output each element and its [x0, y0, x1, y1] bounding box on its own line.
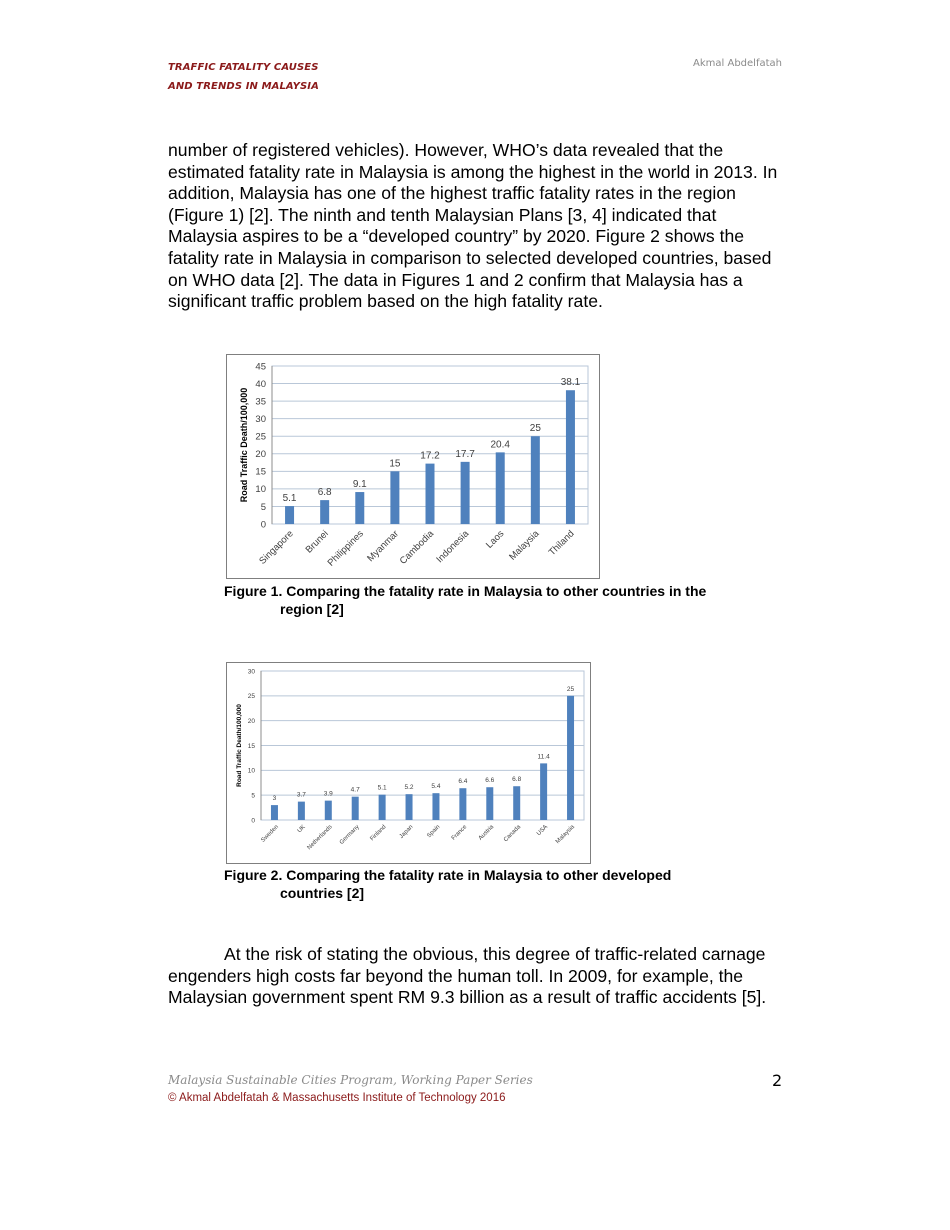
y-tick-label: 15	[247, 742, 255, 750]
data-label: 6.4	[458, 778, 468, 786]
data-label: 3.7	[296, 791, 306, 799]
y-tick-label: 5	[251, 792, 255, 800]
bar	[459, 788, 466, 820]
figure-1-caption-line1: Figure 1. Comparing the fatality rate in Malaysia to other countries in the	[224, 583, 707, 599]
y-tick-label: 20	[255, 449, 266, 461]
category-label: Malaysia	[507, 528, 542, 563]
figure-2-caption	[224, 866, 764, 902]
bar	[540, 763, 547, 820]
footer-series-title: Malaysia Sustainable Cities Program, Working Paper Series	[168, 1073, 533, 1087]
y-tick-label: 10	[247, 767, 255, 775]
header-title-line1: TRAFFIC FATALITY CAUSES	[168, 62, 319, 73]
bar	[567, 696, 574, 820]
category-label: UK	[296, 824, 307, 835]
page-number: 2	[772, 1071, 783, 1090]
y-axis-title: Road Traffic Death/100,000	[236, 704, 243, 787]
category-label: Finland	[369, 824, 388, 843]
category-label: Canada	[503, 824, 523, 844]
category-label: Cambodia	[397, 528, 437, 567]
bar	[355, 492, 364, 524]
data-label: 15	[389, 458, 401, 470]
bar	[531, 436, 540, 524]
data-label: 20.4	[490, 439, 510, 451]
bar	[379, 795, 386, 820]
running-header-title	[168, 58, 319, 96]
bar	[271, 805, 278, 820]
figure-1-chart-frame	[226, 354, 600, 579]
bar	[298, 802, 305, 820]
data-label: 6.8	[512, 776, 522, 784]
body-paragraph-1: number of registered vehicles). However, WHO’s data revealed that the estimated fatality rate in Malaysia is among the highest in the world in 2013. In addition, Malaysia has one of the highest traffic fatality rates in the region (Figure 1) [2]. The ninth and tenth Malaysian Plans [3, 4] indicated that Malaysia aspires to be a “developed country” by 2020. Figure 2 shows the fatality rate in Malaysia in comparison to selected developed countries, based on WHO data [2]. The data in Figures 1 and 2 confirm that Malaysia has a significant traffic problem based on the high fatality rate.	[168, 140, 778, 312]
figure-2-caption-line1: Figure 2. Comparing the fatality rate in Malaysia to other developed	[224, 867, 672, 883]
y-axis-title: Road Traffic Death/100,000	[239, 387, 249, 503]
bar	[432, 793, 439, 820]
category-label: Myanmar	[365, 528, 402, 565]
category-label: Netherlands	[306, 824, 334, 852]
data-label: 17.7	[455, 448, 475, 460]
data-label: 11.4	[537, 753, 550, 761]
data-label: 9.1	[352, 479, 367, 491]
category-label: Indonesia	[434, 528, 472, 566]
y-tick-label: 5	[260, 501, 266, 513]
figure-2-chart-frame	[226, 662, 591, 864]
figure-2-bar-chart	[227, 663, 590, 863]
header-title-line2: AND TRENDS IN MALAYSIA	[168, 81, 319, 92]
category-label: Laos	[483, 528, 507, 551]
bar	[461, 462, 470, 524]
category-label: Austria	[477, 824, 496, 842]
bar	[513, 786, 520, 820]
bar	[566, 390, 575, 524]
data-label: 6.8	[317, 487, 332, 499]
y-tick-label: 0	[260, 519, 266, 531]
data-label: 5.1	[377, 784, 387, 792]
data-label: 5.2	[404, 784, 414, 792]
category-label: USA	[536, 824, 550, 838]
figure-1-caption	[224, 582, 784, 618]
bar	[325, 801, 332, 820]
data-label: 38.1	[560, 377, 581, 389]
category-label: Thiland	[546, 528, 577, 559]
category-label: France	[450, 824, 469, 842]
y-tick-label: 30	[247, 668, 255, 676]
y-tick-label: 35	[255, 396, 266, 408]
bar	[426, 464, 435, 524]
y-tick-label: 25	[247, 693, 255, 701]
y-tick-label: 40	[255, 378, 266, 390]
y-tick-label: 30	[255, 413, 266, 425]
bar	[406, 794, 413, 820]
data-label: 3	[272, 795, 277, 803]
figure-1-caption-line2: region [2]	[280, 601, 344, 617]
bar	[352, 797, 359, 820]
running-header-author: Akmal Abdelfatah	[693, 58, 782, 69]
data-label: 5.4	[431, 783, 441, 791]
bar	[496, 452, 505, 524]
figure-2-caption-line2: countries [2]	[280, 885, 365, 901]
category-label: Germany	[338, 824, 361, 846]
y-tick-label: 45	[255, 361, 266, 373]
category-label: Brunei	[303, 528, 331, 556]
bar	[320, 500, 329, 524]
data-label: 17.2	[420, 450, 440, 462]
footer-copyright: © Akmal Abdelfatah & Massachusetts Institute of Technology 2016	[168, 1092, 506, 1104]
y-tick-label: 20	[247, 717, 255, 725]
body-paragraph-2	[168, 944, 788, 1009]
category-label: Japan	[398, 824, 415, 840]
category-label: Spain	[426, 824, 442, 840]
bar	[390, 471, 399, 524]
bar	[486, 787, 493, 820]
data-label: 3.9	[323, 790, 333, 798]
y-tick-label: 15	[255, 466, 266, 478]
y-tick-label: 10	[255, 484, 266, 496]
category-label: Singapore	[257, 528, 296, 567]
body-paragraph-2-text: At the risk of stating the obvious, this degree of traffic-related carnage engenders high costs far beyond the human toll. In 2009, for example, the Malaysian government spent RM 9.3 billion as a result of traffic accidents [5].	[168, 944, 767, 1008]
category-label: Malaysia	[554, 824, 576, 846]
data-label: 6.6	[485, 777, 495, 785]
figure-1-bar-chart	[227, 355, 599, 578]
data-label: 4.7	[350, 786, 360, 794]
category-label: Philippines	[325, 528, 366, 569]
category-label: Sweden	[260, 824, 280, 844]
bar	[285, 506, 294, 524]
data-label: 25	[529, 423, 541, 435]
y-tick-label: 0	[251, 817, 255, 825]
y-tick-label: 25	[255, 431, 266, 443]
data-label: 25	[566, 685, 575, 693]
data-label: 5.1	[282, 493, 297, 505]
